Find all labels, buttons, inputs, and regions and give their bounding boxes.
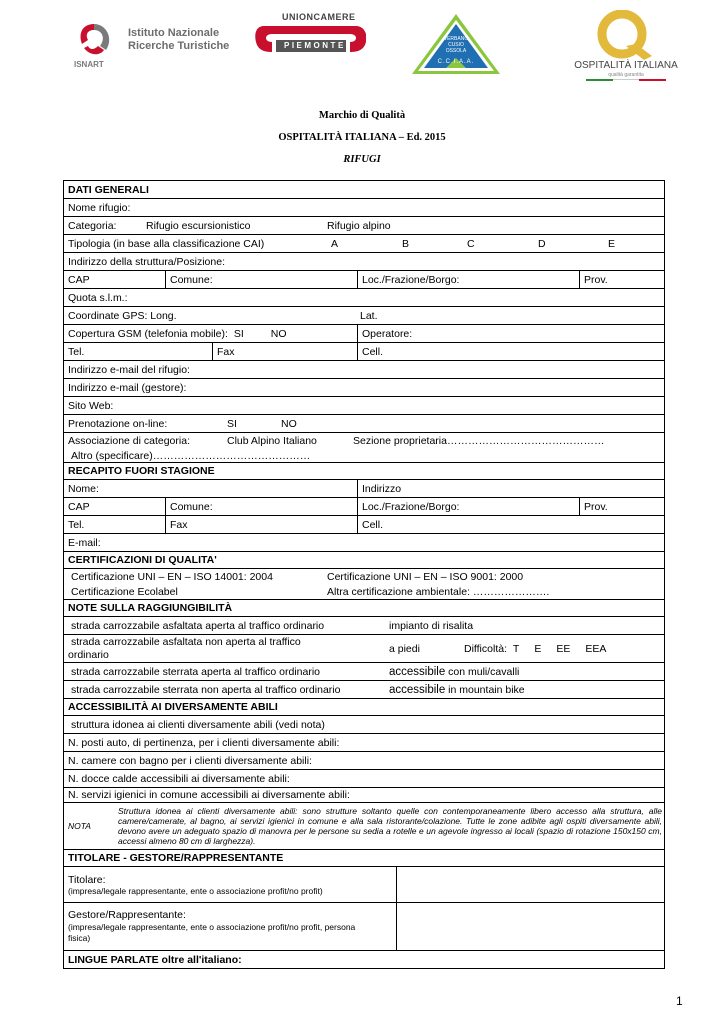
field-indirizzo[interactable]: Indirizzo — [357, 480, 664, 497]
row-certificazioni — [64, 568, 664, 599]
section-title: ACCESSIBILITÀ AI DIVERSAMENTE ABILI — [68, 701, 278, 713]
option-strada2[interactable]: strada carrozzabile asfaltata non aperta al traffico ordinario — [68, 636, 301, 661]
option-iso14001[interactable]: Certificazione UNI – EN – ISO 14001: 2004 — [71, 570, 273, 583]
field-label: LINGUE PARLATE oltre all'italiano: — [68, 953, 242, 966]
field-label: Indirizzo e-mail del rifugio: — [68, 363, 190, 376]
registration-form — [63, 180, 665, 969]
option-mtb[interactable]: accessibile in mountain bike — [389, 683, 525, 696]
unioncamere-top: UNIONCAMERE — [282, 12, 356, 22]
row-prenotazione — [64, 414, 664, 432]
row-strada4 — [64, 680, 664, 698]
field-label: E-mail: — [68, 536, 101, 549]
oi-line1: OSPITALITÀ ITALIANA — [574, 60, 678, 71]
section-title: DATI GENERALI — [68, 183, 149, 196]
row-camere[interactable] — [64, 751, 664, 769]
option-alpino[interactable]: Rifugio alpino — [327, 219, 391, 232]
option-struttura-idonea[interactable]: struttura idonea ai clienti diversamente abili (vedi nota) — [71, 718, 325, 731]
row-email-rifugio[interactable] — [64, 360, 664, 378]
titolare-input[interactable] — [396, 867, 664, 902]
field-comune[interactable]: Comune: — [165, 271, 357, 288]
field-fax[interactable]: Fax — [212, 343, 357, 360]
field-cap[interactable]: CAP — [68, 273, 90, 286]
cciaa-logo — [410, 12, 502, 78]
row-email[interactable] — [64, 533, 664, 551]
document-title — [0, 108, 724, 174]
section-title: RECAPITO FUORI STAGIONE — [68, 465, 215, 477]
field-comune[interactable]: Comune: — [165, 498, 357, 515]
option-a-piedi[interactable]: a piedi — [389, 642, 420, 655]
section-title: TITOLARE - GESTORE/RAPPRESENTANTE — [68, 852, 284, 864]
section-recapito — [64, 462, 664, 479]
title-line2: OSPITALITÀ ITALIANA – Ed. 2015 — [278, 132, 446, 143]
field-label: Sito Web: — [68, 399, 114, 412]
option-cai[interactable]: Club Alpino Italiano — [227, 434, 317, 447]
field-label: Quota s.l.m.: — [68, 291, 128, 304]
row-email-gestore[interactable] — [64, 378, 664, 396]
field-prov[interactable]: Prov. — [579, 498, 664, 515]
option-escursionistico[interactable]: Rifugio escursionistico — [146, 219, 251, 232]
row-strada2 — [64, 634, 664, 662]
option-no[interactable]: NO — [281, 417, 297, 430]
titolare-label: Titolare: — [68, 873, 106, 886]
option-d[interactable]: D — [538, 237, 546, 250]
section-raggiungibilita — [64, 599, 664, 616]
field-label: Tipologia (in base alla classificazione CAI) — [68, 237, 265, 250]
option-altro[interactable]: Altro (specificare)……………………………………… — [71, 449, 311, 462]
option-ecolabel[interactable]: Certificazione Ecolabel — [71, 585, 178, 598]
field-label: N. camere con bagno per i clienti diversamente abili: — [68, 754, 312, 767]
isnart-logo — [72, 18, 232, 73]
option-impianto[interactable]: impianto di risalita — [389, 619, 474, 632]
option-e[interactable]: E — [608, 237, 616, 250]
cciaa-bottom: C.C.I.A.A. — [437, 59, 475, 65]
row-indirizzo[interactable] — [64, 252, 664, 270]
field-label: Indirizzo e-mail (gestore): — [68, 381, 187, 394]
section-accessibilita — [64, 698, 664, 715]
field-label: Indirizzo della struttura/Posizione: — [68, 255, 225, 268]
gestore-label: Gestore/Rappresentante: — [68, 909, 186, 921]
option-sezione[interactable]: Sezione proprietaria……………………………………… — [353, 434, 605, 447]
difficolta-group: Difficoltà: T E EE EEA — [464, 642, 607, 655]
gsm-group: Copertura GSM (telefonia mobile): SI NO — [68, 327, 287, 340]
row-posti-auto[interactable] — [64, 733, 664, 751]
field-fax[interactable]: Fax — [165, 516, 357, 533]
row-struttura-idonea — [64, 715, 664, 733]
row-tipologia — [64, 234, 664, 252]
field-label: N. servizi igienici in comune accessibili ai diversamente abili: — [68, 789, 350, 801]
option-b[interactable]: B — [402, 237, 410, 250]
section-dati-generali — [64, 181, 664, 198]
section-certificazioni — [64, 551, 664, 568]
field-lat[interactable]: Lat. — [360, 309, 378, 322]
field-label: N. docce calde accessibili ai diversamente abili: — [68, 772, 290, 785]
field-cap[interactable]: CAP — [68, 500, 90, 513]
oi-line2: qualità garantita — [608, 72, 644, 78]
row-gsm — [64, 324, 664, 342]
row-cap-comune-2 — [64, 497, 664, 515]
option-altra-cert[interactable]: Altra certificazione ambientale: …………………. — [327, 585, 550, 598]
option-muli[interactable]: accessibile con muli/cavalli — [389, 665, 520, 678]
row-nome-rifugio[interactable] — [64, 198, 664, 216]
title-line1: Marchio di Qualità — [318, 110, 406, 121]
field-operatore[interactable]: Operatore: — [357, 325, 664, 342]
row-lingue[interactable] — [64, 950, 664, 968]
isnart-mark-icon — [74, 20, 114, 60]
option-iso9001[interactable]: Certificazione UNI – EN – ISO 9001: 2000 — [327, 570, 524, 583]
option-a[interactable]: A — [331, 237, 339, 250]
row-strada3 — [64, 662, 664, 680]
section-title: CERTIFICAZIONI DI QUALITA' — [68, 554, 217, 566]
row-quota[interactable] — [64, 288, 664, 306]
field-nome[interactable]: Nome: — [68, 482, 99, 495]
row-tel-2 — [64, 515, 664, 533]
row-cap-comune — [64, 270, 664, 288]
row-servizi[interactable] — [64, 787, 664, 802]
row-strada1 — [64, 616, 664, 634]
field-cell[interactable]: Cell. — [357, 516, 664, 533]
field-label: Prenotazione on-line: — [68, 417, 168, 430]
field-tel[interactable]: Tel. — [68, 345, 85, 358]
isnart-short: ISNART — [74, 60, 104, 69]
nota-text: Struttura idonea ai clienti diversamente abili: sono strutture soltanto quelle con contemporaneamente libero accesso alla struttura, alle camere/camerate, al bagno, ai servizi igienici in comune e alla sala ristorante/colazione. Tutte le zone adibite agli ospiti diversamente abili, devono avere un adeguato spazio di manovra per le persone su sedia a rotelle e un agevole ingresso ai locali (spazio di rotazione 150x150 cm, accessi almeno 80 cm di larghezza). — [118, 806, 662, 846]
ospitalita-italiana-logo — [566, 10, 686, 90]
row-nome — [64, 479, 664, 497]
title-line3: RIFUGI — [343, 154, 381, 165]
row-associazione — [64, 432, 664, 462]
field-loc[interactable]: Loc./Frazione/Borgo: — [357, 271, 579, 288]
section-title: NOTE SULLA RAGGIUNGIBILITÀ — [68, 602, 233, 614]
field-label: N. posti auto, di pertinenza, per i clienti diversamente abili: — [68, 736, 340, 749]
titolare-label-cell — [64, 867, 396, 902]
row-titolare — [64, 866, 664, 902]
cciaa-line3: OSSOLA — [445, 48, 467, 54]
option-si[interactable]: SI — [227, 417, 237, 430]
field-cell[interactable]: Cell. — [357, 343, 664, 360]
isnart-line2: Ricerche Turistiche — [128, 40, 230, 52]
row-categoria — [64, 216, 664, 234]
nota-label: NOTA — [68, 821, 91, 831]
cciaa-line1: VERBANO — [443, 36, 469, 42]
page-number: 1 — [676, 994, 683, 1008]
cciaa-line2: CUSIO — [448, 42, 464, 48]
titolare-sub: (impresa/legale rappresentante, ente o associazione profit/no profit) — [68, 885, 323, 896]
field-label: Associazione di categoria: — [68, 434, 190, 447]
option-strada4[interactable]: strada carrozzabile sterrata non aperta al traffico ordinario — [71, 683, 341, 696]
section-titolare — [64, 849, 664, 866]
option-c[interactable]: C — [467, 237, 475, 250]
field-label: Nome rifugio: — [68, 201, 131, 214]
field-long[interactable]: Coordinate GPS: Long. — [68, 309, 177, 322]
gestore-label-cell — [64, 903, 396, 950]
row-docce[interactable] — [64, 769, 664, 787]
gestore-sub: (impresa/legale rappresentante, ente o associazione profit/no profit, persona fisica) — [68, 922, 356, 943]
field-label: Categoria: — [68, 219, 117, 232]
header-logos — [0, 0, 724, 100]
field-tel[interactable]: Tel. — [68, 518, 85, 531]
isnart-line1: Istituto Nazionale — [128, 27, 220, 39]
unioncamere-logo — [254, 12, 368, 67]
row-sito[interactable] — [64, 396, 664, 414]
row-tel — [64, 342, 664, 360]
row-nota — [64, 802, 664, 849]
row-gestore — [64, 902, 664, 950]
option-strada1[interactable]: strada carrozzabile asfaltata aperta al traffico ordinario — [71, 619, 325, 632]
gestore-input[interactable] — [396, 903, 664, 950]
unioncamere-bottom: PIEMONTE — [284, 41, 346, 50]
q-mark-icon — [592, 10, 656, 62]
unioncamere-shape-icon — [254, 22, 366, 56]
field-loc[interactable]: Loc./Frazione/Borgo: — [357, 498, 579, 515]
field-prov[interactable]: Prov. — [579, 271, 664, 288]
oi-flag-line — [586, 79, 666, 81]
row-coordinate — [64, 306, 664, 324]
option-strada3[interactable]: strada carrozzabile sterrata aperta al traffico ordinario — [71, 665, 321, 678]
